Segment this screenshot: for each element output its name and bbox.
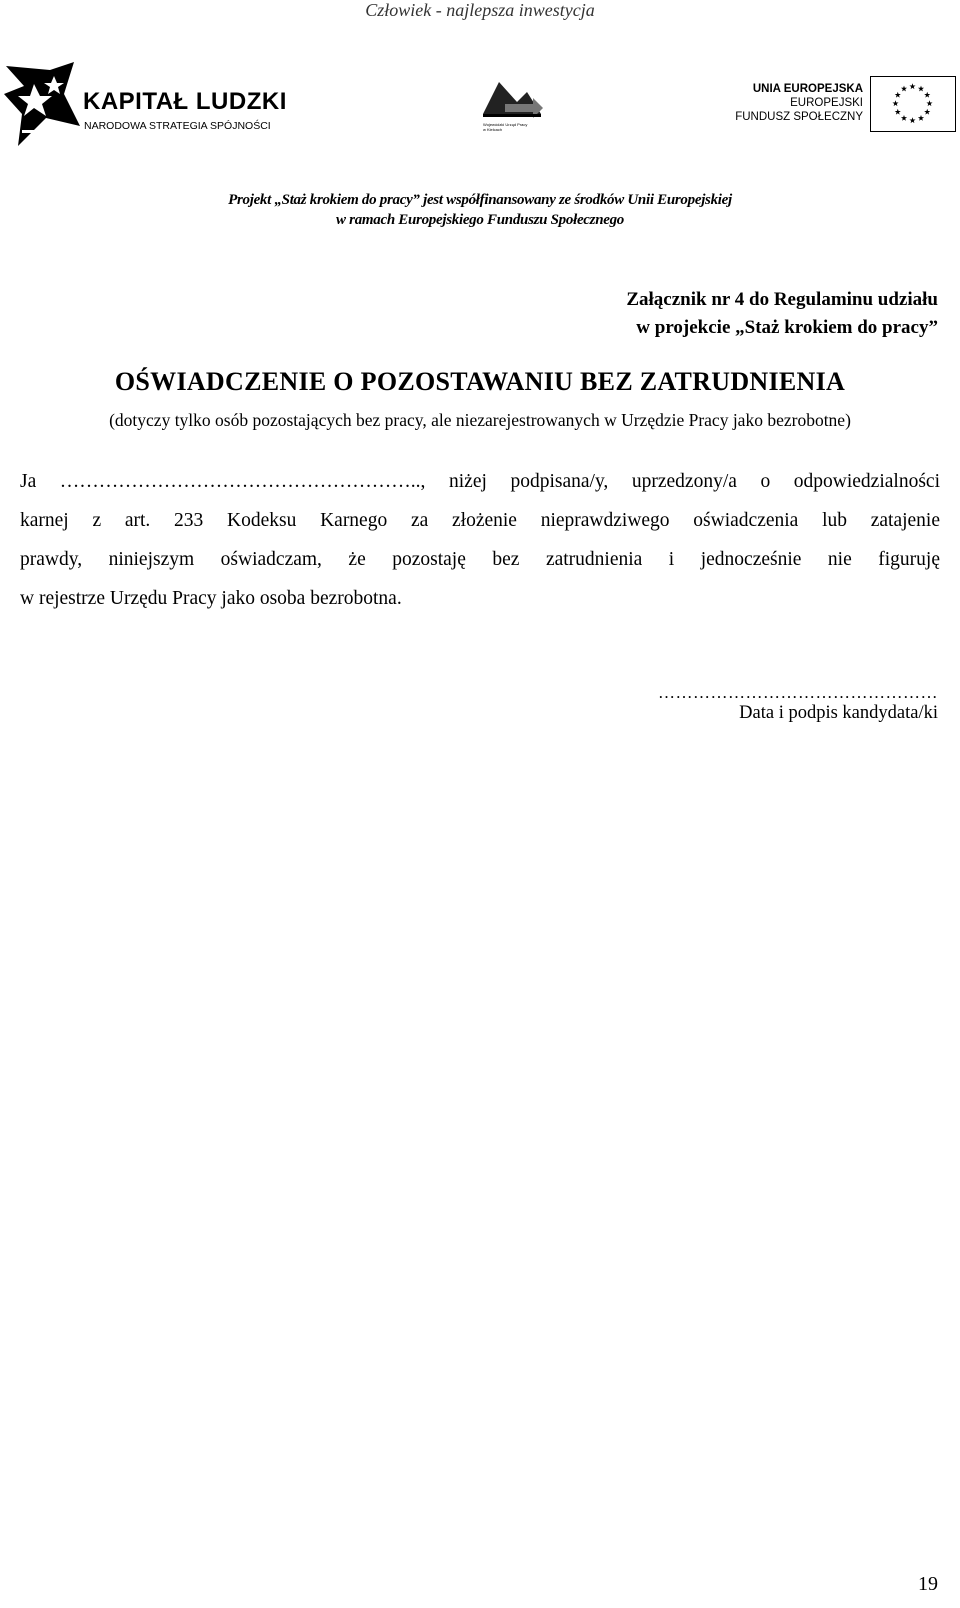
eu-star-icon	[924, 109, 930, 115]
kapital-ludzki-emblem-icon	[4, 58, 82, 152]
page-number: 19	[918, 1573, 938, 1595]
tagline: Człowiek - najlepsza inwestycja	[365, 0, 595, 20]
kapital-ludzki-subtitle: NARODOWA STRATEGIA SPÓJNOŚCI	[84, 120, 271, 132]
urzad-pracy-emblem-icon	[477, 74, 547, 122]
signature-label: Data i podpis kandydata/ki	[739, 703, 938, 723]
eu-flag-icon	[870, 76, 956, 132]
body-line: w rejestrze Urzędu Pracy jako osoba bezrobotna.	[20, 588, 402, 609]
eu-star-icon	[895, 109, 901, 115]
kapital-ludzki-logo	[4, 58, 287, 152]
urzad-pracy-label-1: Wojewódzki Urząd Pracy	[483, 122, 528, 127]
eu-star-icon	[901, 115, 907, 121]
body-line: prawdy, niniejszym oświadczam, że pozostaję bez zatrudnienia i jednocześnie nie figuruję	[20, 549, 940, 570]
attachment-line-2: w projekcie „Staż krokiem do pracy”	[636, 317, 938, 338]
urzad-pracy-logo	[477, 74, 547, 136]
ue-line-1: UNIA EUROPEJSKA	[752, 83, 863, 95]
eu-star-icon	[918, 86, 924, 92]
signature-line: …………………………………………	[658, 683, 938, 702]
eu-star-icon	[924, 92, 930, 98]
eu-star-icon	[892, 100, 898, 106]
eu-star-icon	[918, 115, 924, 121]
ue-line-2: EUROPEJSKI	[790, 97, 863, 109]
ue-line-3: FUNDUSZ SPOŁECZNY	[735, 111, 863, 123]
eu-star-icon	[901, 86, 907, 92]
project-info	[0, 190, 960, 230]
project-line-2: w ramach Europejskiego Funduszu Społecznego	[336, 212, 624, 228]
attachment-header	[626, 286, 938, 342]
kapital-ludzki-title: KAPITAŁ LUDZKI	[83, 88, 287, 115]
body-line: Ja ……………………………………………….., niżej podpisana/y, uprzedzony/a o odpowiedzialności	[20, 471, 940, 492]
eu-star-icon	[895, 92, 901, 98]
document-subtitle: (dotyczy tylko osób pozostających bez pracy, ale niezarejestrowanych w Urzędzie Pracy jako bezrobotne)	[109, 410, 851, 430]
eu-star-icon	[909, 83, 915, 89]
urzad-pracy-label-2: w Kielcach	[483, 127, 503, 132]
unia-europejska-logo	[735, 76, 956, 132]
attachment-line-1: Załącznik nr 4 do Regulaminu udziału	[626, 289, 938, 310]
body-line: karnej z art. 233 Kodeksu Karnego za złożenie nieprawdziwego oświadczenia lub zatajenie	[20, 510, 940, 531]
eu-star-icon	[909, 117, 915, 123]
declaration-body	[20, 462, 940, 618]
project-line-1: Projekt „Staż krokiem do pracy” jest współfinansowany ze środków Unii Europejskiej	[228, 192, 732, 208]
document-title: OŚWIADCZENIE O POZOSTAWANIU BEZ ZATRUDNIENIA	[114, 367, 846, 396]
eu-star-icon	[926, 100, 932, 106]
